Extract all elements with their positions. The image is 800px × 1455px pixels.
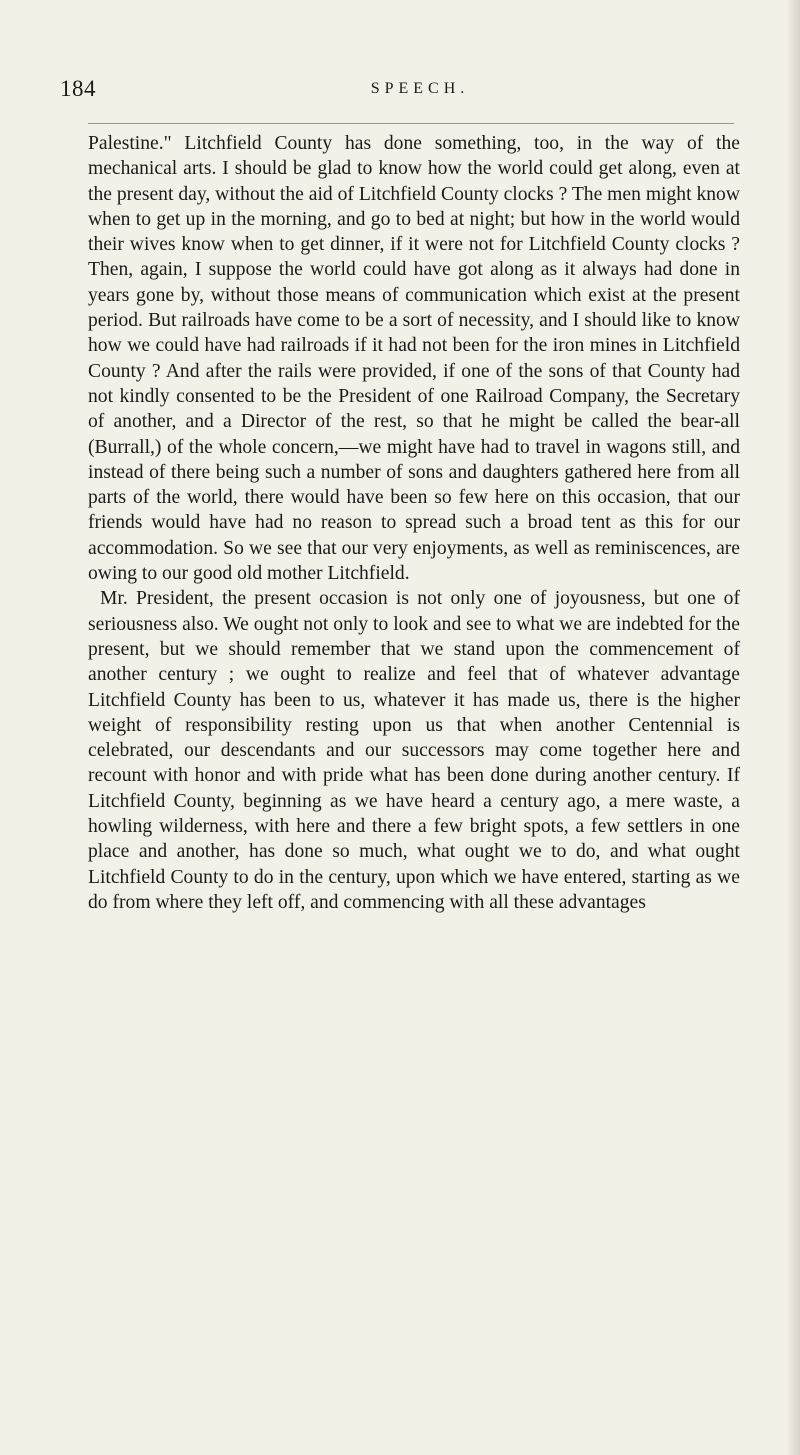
- paragraph: Palestine." Litchfield County has done something, too, in the way of the mechanical arts. I should be glad to know how the world could get along, even at the present day, without the aid of Litchfield County clocks ? The men might know when to get up in the morning, and go to bed at night; but how in the world would their wives know when to get dinner, if it were not for Litchfield County clocks ? Then, again, I suppose the world could have got along as it always had done in years gone by, without those means of communication which exist at the present period. But railroads have come to be a sort of necessity, and I should like to know how we could have had railroads if it had not been for the iron mines in Litchfield County ? And after the rails were provided, if one of the sons of that County had not kindly consented to be the President of one Railroad Company, the Secretary of another, and a Director of the rest, so that he might be called the bear-all (Burrall,) of the whole concern,—we might have had to travel in wagons still, and instead of there being such a number of sons and daughters gathered here from all parts of the world, there would have been so few here on this occasion, that our friends would have had no reason to spread such a broad tent as this for our accommodation. So we see that our very enjoyments, as well as reminiscences, are owing to our good old mother Litchfield.: [88, 133, 740, 585]
- page-header: [60, 76, 740, 106]
- page-edge-shadow: [786, 0, 800, 1455]
- page-number: 184: [60, 76, 96, 101]
- header-rule: [88, 123, 734, 124]
- paragraph: Mr. President, the present occasion is not only one of joyousness, but one of seriousness also. We ought not only to look and see to what we are indebted for the present, but we should remember that we stand upon the commencement of another century ; we ought to realize and feel that of whatever advantage Litchfield County has been to us, whatever it has made us, there is the higher weight of responsibility resting upon us that when another Centennial is celebrated, our descendants and our successors may come together here and recount with honor and with pride what has been done during another century. If Litchfield County, beginning as we have heard a century ago, a mere waste, a howling wilderness, with here and there a few bright spots, a few settlers in one place and another, has done so much, what ought we to do, and what ought Litchfield County to do in the century, upon which we have entered, starting as we do from where they left off, and commencing with all these advantages: [88, 588, 740, 913]
- body-text: [88, 131, 740, 915]
- running-head: SPEECH.: [370, 80, 470, 97]
